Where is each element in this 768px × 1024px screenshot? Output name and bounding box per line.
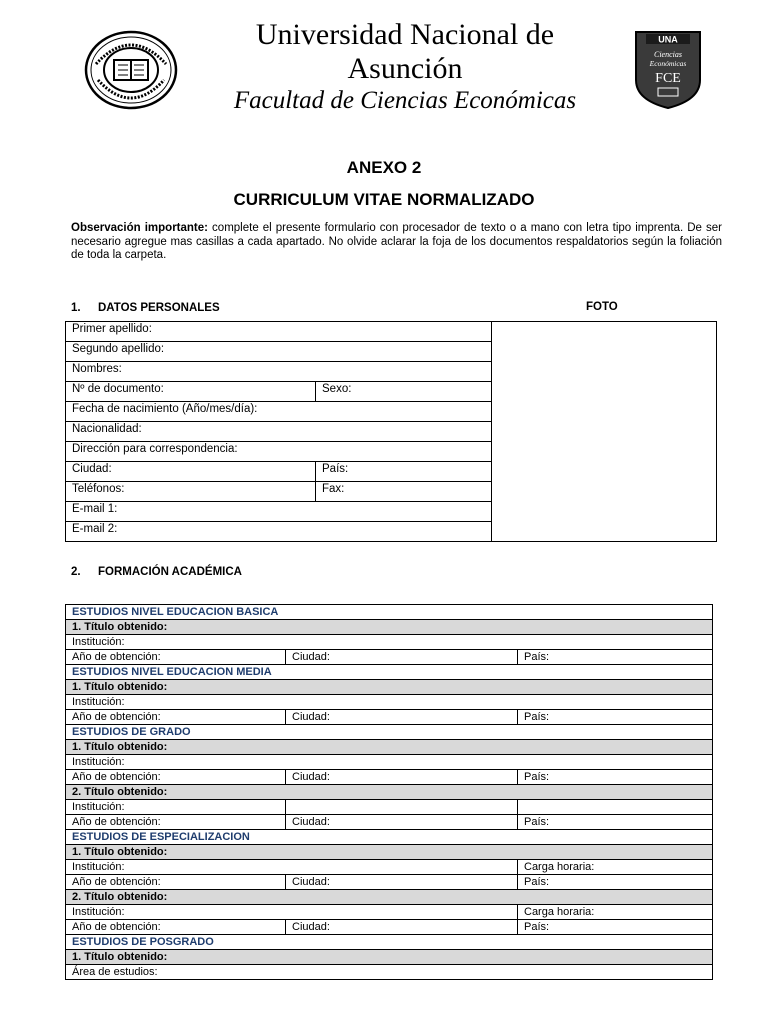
espec-1-anio[interactable]: Año de obtención:: [66, 875, 286, 890]
field-email-1[interactable]: E-mail 1:: [66, 502, 492, 522]
espec-2-carga[interactable]: Carga horaria:: [518, 905, 713, 920]
field-direccion[interactable]: Dirección para correspondencia:: [66, 442, 492, 462]
field-documento[interactable]: Nº de documento:: [66, 382, 316, 402]
media-institucion[interactable]: Institución:: [66, 695, 713, 710]
observation-label: Observación importante:: [71, 222, 208, 234]
media-titulo-1[interactable]: 1. Título obtenido:: [66, 680, 713, 695]
section-2-number: 2.: [71, 566, 81, 578]
observation-paragraph: [71, 222, 722, 263]
field-sexo[interactable]: Sexo:: [316, 382, 492, 402]
grado-titulo-2[interactable]: 2. Título obtenido:: [66, 785, 713, 800]
basica-pais[interactable]: País:: [518, 650, 713, 665]
university-name-line2: Asunción: [347, 52, 463, 85]
basica-ciudad[interactable]: Ciudad:: [286, 650, 518, 665]
basica-anio[interactable]: Año de obtención:: [66, 650, 286, 665]
category-media: ESTUDIOS NIVEL EDUCACION MEDIA: [66, 665, 713, 680]
svg-text:Ciencias: Ciencias: [654, 50, 682, 59]
basica-institucion[interactable]: Institución:: [66, 635, 713, 650]
category-grado: ESTUDIOS DE GRADO: [66, 725, 713, 740]
annex-title: ANEXO 2: [346, 158, 422, 177]
espec-1-carga[interactable]: Carga horaria:: [518, 860, 713, 875]
field-nacionalidad[interactable]: Nacionalidad:: [66, 422, 492, 442]
grado-2-anio[interactable]: Año de obtención:: [66, 815, 286, 830]
basica-titulo-1[interactable]: 1. Título obtenido:: [66, 620, 713, 635]
posgrado-area[interactable]: Área de estudios:: [66, 965, 713, 980]
espec-2-anio[interactable]: Año de obtención:: [66, 920, 286, 935]
grado-1-anio[interactable]: Año de obtención:: [66, 770, 286, 785]
grado-1-institucion[interactable]: Institución:: [66, 755, 713, 770]
media-pais[interactable]: País:: [518, 710, 713, 725]
field-nombres[interactable]: Nombres:: [66, 362, 492, 382]
field-telefonos[interactable]: Teléfonos:: [66, 482, 316, 502]
section-2-heading: [71, 566, 242, 578]
grado-2-pais[interactable]: País:: [518, 815, 713, 830]
espec-1-ciudad[interactable]: Ciudad:: [286, 875, 518, 890]
observation-text: complete el presente formulario con procesador de texto o a mano con letra tipo imprenta. De ser necesario agregue mas casillas a cada apartado. No olvide aclarar la foja de los documentos respaldatorios según la foliación de toda la carpeta.: [71, 222, 722, 261]
university-name-line1: Universidad Nacional de: [255, 18, 555, 51]
espec-1-pais[interactable]: País:: [518, 875, 713, 890]
photo-box[interactable]: [492, 322, 717, 542]
svg-text:FCE: FCE: [655, 71, 681, 86]
svg-text:Económicas: Económicas: [649, 59, 687, 68]
form-title: CURRICULUM VITAE NORMALIZADO: [233, 190, 535, 209]
field-segundo-apellido[interactable]: Segundo apellido:: [66, 342, 492, 362]
espec-2-pais[interactable]: País:: [518, 920, 713, 935]
field-fecha-nacimiento[interactable]: Fecha de nacimiento (Año/mes/día):: [66, 402, 492, 422]
personal-data-table: [65, 321, 717, 542]
grado-titulo-1[interactable]: 1. Título obtenido:: [66, 740, 713, 755]
section-1-number: 1.: [71, 302, 81, 314]
field-pais[interactable]: País:: [316, 462, 492, 482]
media-ciudad[interactable]: Ciudad:: [286, 710, 518, 725]
espec-2-institucion[interactable]: Institución:: [66, 905, 518, 920]
field-primer-apellido[interactable]: Primer apellido:: [66, 322, 492, 342]
grado-2-blank-b[interactable]: [518, 800, 713, 815]
academic-table: [65, 604, 713, 980]
posgrado-titulo-1[interactable]: 1. Título obtenido:: [66, 950, 713, 965]
grado-2-ciudad[interactable]: Ciudad:: [286, 815, 518, 830]
category-posgrado: ESTUDIOS DE POSGRADO: [66, 935, 713, 950]
fce-logo-icon: [632, 28, 704, 110]
espec-2-ciudad[interactable]: Ciudad:: [286, 920, 518, 935]
category-especializacion: ESTUDIOS DE ESPECIALIZACION: [66, 830, 713, 845]
photo-label: FOTO: [586, 301, 618, 313]
university-seal-icon: [84, 30, 178, 110]
field-email-2[interactable]: E-mail 2:: [66, 522, 492, 542]
field-ciudad[interactable]: Ciudad:: [66, 462, 316, 482]
espec-titulo-2[interactable]: 2. Título obtenido:: [66, 890, 713, 905]
section-1-heading: [71, 302, 220, 314]
espec-1-institucion[interactable]: Institución:: [66, 860, 518, 875]
media-anio[interactable]: Año de obtención:: [66, 710, 286, 725]
section-2-title: FORMACIÓN ACADÉMICA: [98, 566, 242, 578]
espec-titulo-1[interactable]: 1. Título obtenido:: [66, 845, 713, 860]
faculty-name: Facultad de Ciencias Económicas: [233, 87, 577, 114]
grado-1-pais[interactable]: País:: [518, 770, 713, 785]
svg-text:UNA: UNA: [658, 34, 678, 45]
grado-1-ciudad[interactable]: Ciudad:: [286, 770, 518, 785]
field-fax[interactable]: Fax:: [316, 482, 492, 502]
section-1-title: DATOS PERSONALES: [98, 302, 220, 314]
grado-2-blank-a[interactable]: [286, 800, 518, 815]
category-basica: ESTUDIOS NIVEL EDUCACION BASICA: [66, 605, 713, 620]
grado-2-institucion[interactable]: Institución:: [66, 800, 286, 815]
